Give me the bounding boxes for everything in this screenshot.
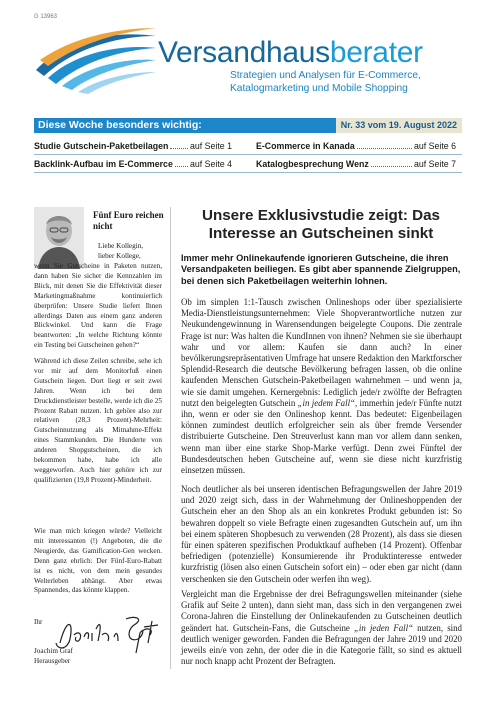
swoosh-logo-icon xyxy=(34,24,158,94)
emphasis: „in jeden Fall“ xyxy=(353,622,414,633)
tagline-line-1: Strategien und Analysen für E-Commerce, xyxy=(230,70,421,81)
toc-page: auf Seite 7 xyxy=(413,159,456,169)
toc-divider xyxy=(34,154,462,155)
greeting-line: lieber Kollege, xyxy=(98,252,141,260)
editorial-greeting xyxy=(98,241,168,261)
toc-item[interactable] xyxy=(256,141,456,151)
editorial-closing: Ihr xyxy=(34,618,43,626)
toc-item[interactable] xyxy=(256,159,456,169)
brand-accent: berater xyxy=(329,36,423,69)
article-paragraph xyxy=(181,297,462,476)
text-run: nutzen, sind deutlich weniger geworden. Fanden die Befragungen der Jahre 2019 und 2020 jeweils ein/e von zehn, der oder die in die Kategorie fällt, so sind es aktuell nur noch knapp acht Prozent der Befragten. xyxy=(181,622,462,667)
editor-portrait-photo xyxy=(34,207,84,269)
tagline-line-2: Katalogmarketing und Mobile Shopping xyxy=(230,83,408,94)
document-code: G 13963 xyxy=(34,14,58,20)
toc-page: auf Seite 6 xyxy=(413,141,456,151)
article-title: Unsere Exklusivstudie zeigt: Das Interesse an Gutscheinen sinkt xyxy=(201,207,441,242)
toc-item[interactable] xyxy=(34,159,232,169)
toc-title: E-Commerce in Kanada xyxy=(256,141,355,151)
brand-main: Versandhaus xyxy=(158,36,330,69)
toc-title: Backlink-Aufbau im E-Commerce xyxy=(34,159,173,169)
text-run: Vergleicht man die Ergebnisse der drei Befragungswellen miteinander (siehe Grafik auf Seite 2 unten), dann sieht man, dass sich in den vergangenen zwei Corona-Jahren die Einstellung der Onlinekaufenden zu Gutscheinen deutlich geändert hat. Gutschein-Fans, die Gutscheine xyxy=(181,589,462,633)
article-paragraph: Noch deutlicher als bei unseren identischen Befragungswellen der Jahre 2019 und 2020 zeigt sich, dass in der Wahrnehmung der Onlineshoppenden der Gutschein eher an den Shop als an ein konkretes Produkt gebunden ist: So bewahren doppelt so viele Befragte einen zugesandten Gutschein auf, um ihn bei einem späteren Shopbesuch zu verwenden (28 Prozent), als dass sie diesen für einen späteren spezifischen Produktkauf aufheben (14 Prozent). Offenbar befriedigen (potenzielle) Konsumierende ihr Produktinteresse entweder kurzfristig (lösen also einen Gutschein sofort ein) – oder eben gar nicht (dann verschenken sie den Gutschein oder werfen ihn weg). xyxy=(181,484,462,584)
brand-name xyxy=(158,36,423,70)
toc-divider xyxy=(34,172,462,173)
toc-item[interactable] xyxy=(34,141,232,151)
text-run: , immerhin jede/r Fünfte nutzt ihn, wenn er oder sie den Onlineshop kennt. Das bedeutet: Eigenbeilagen können zumindest deutlich erfolgreicher sein als über fremde Versender distribuierte Gutscheine. Den Streuverlust kann man vor allem dann senken, wenn man über eine starke Shop-Marke verfügt. Denn zwei Fünftel der Bundesdeutschen heben Gutscheine auf, wenn sie diese nicht kurzfristig einsetzen müssen. xyxy=(181,397,462,476)
greeting-line: Liebe Kollegin, xyxy=(98,242,144,250)
text-run: Ob im simplen 1:1-Tausch zwischen Onlineshops oder über spezialisierte Media-Dienstleistungsunternehmen: Viele Shopverantwortliche nutzen zur Neukundengewinnung in Warensendungen beigelegte Coupons. Die zentrale Frage ist nur: Was halten die KundInnen von ihnen? Nehmen sie sie überhaupt wahr und vor allem: Kaufen sie dann auch? In einer bevölkerungsrepräsentativen Umfrage hat unsere Redaktion den Marktforscher Splendid-Research die deutsche Bevölkerung befragen lassen, ob die online kaufenden Menschen Gutschein-Paketbeilagen wahrnehmen – und wenn ja, wie sie damit umgehen. Kernergebnis: Lediglich jede/r zwölfte der Befragten nutzt den beigelegten Gutschein xyxy=(181,297,462,408)
toc-title: Katalogbesprechung Wenz xyxy=(256,159,369,169)
editor-role: Herausgeber xyxy=(34,656,71,665)
editorial-signoff xyxy=(34,647,162,667)
issue-label: Nr. 33 vom 19. August 2022 xyxy=(336,118,462,133)
emphasis: „in jedem Fall“ xyxy=(297,397,355,408)
toc-title: Studie Gutschein-Paketbeilagen xyxy=(34,141,169,151)
highlights-bar xyxy=(34,118,462,133)
toc-page: auf Seite 1 xyxy=(189,141,232,151)
editorial-paragraph: wenn Sie Gutscheine in Paketen nutzen, dann haben Sie sicher die Kennzahlen im Blick, mit denen Sie die Effektivität dieser Marketingmaßnahme kontinuierlich überprüfen: Unsere Studie liefert Ihnen allerdings Daten aus einem ganz anderen Blickwinkel. Und kann die Frage beantworten: „In welche Richtung könnte ein Testing bei Gutscheinen gehen?“ xyxy=(34,262,162,350)
editorial-paragraph: Während ich diese Zeilen schreibe, sehe ich vor mir auf dem Monitorfuß einen Gutschein liegen. Dort liegt er seit zwei Jahren. Wenn ich bei dem Druckdienstleister bestelle, werde ich die 25 Prozent Rabatt nutzen. Ich gehöre also zur relativen (28,3 Prozent)-Mehrheit: Gutscheinnutzung als Mitnahme-Effekt eines Stammkunden. Die Hunderte von anderen Shopgutscheinen, die ich bekommen habe, habe ich alle weggeworfen. Auch hier gehöre ich zur qualifizierten (19,8 Prozent)-Minderheit. xyxy=(34,357,162,484)
editorial-heading: Fünf Euro reichen nicht xyxy=(93,210,164,231)
article-paragraph xyxy=(181,589,462,667)
editor-name: Joachim Graf xyxy=(34,647,73,655)
article-lead: Immer mehr Onlinekaufende ignorieren Gutscheine, die ihren Versandpaketen beiliegen. Es gibt aber spannende Zielgruppen, bei denen sich Paketbeilagen weiterhin lohnen. xyxy=(181,253,461,286)
editorial-paragraph: Wie man mich kriegen würde? Vielleicht mit interessanten (!) Angeboten, die die Neugierde, das Gamification-Gen wecken. Denn ganz ehrlich: Der Fünf-Euro-Rabatt ist es nicht, von dem mein gesundes Welterleben abhängt. Aber etwas Spannendes, das könnte klappen. xyxy=(34,527,162,595)
highlights-title: Diese Woche besonders wichtig: xyxy=(38,119,202,131)
column-divider xyxy=(170,207,171,669)
toc-page: auf Seite 4 xyxy=(189,159,232,169)
